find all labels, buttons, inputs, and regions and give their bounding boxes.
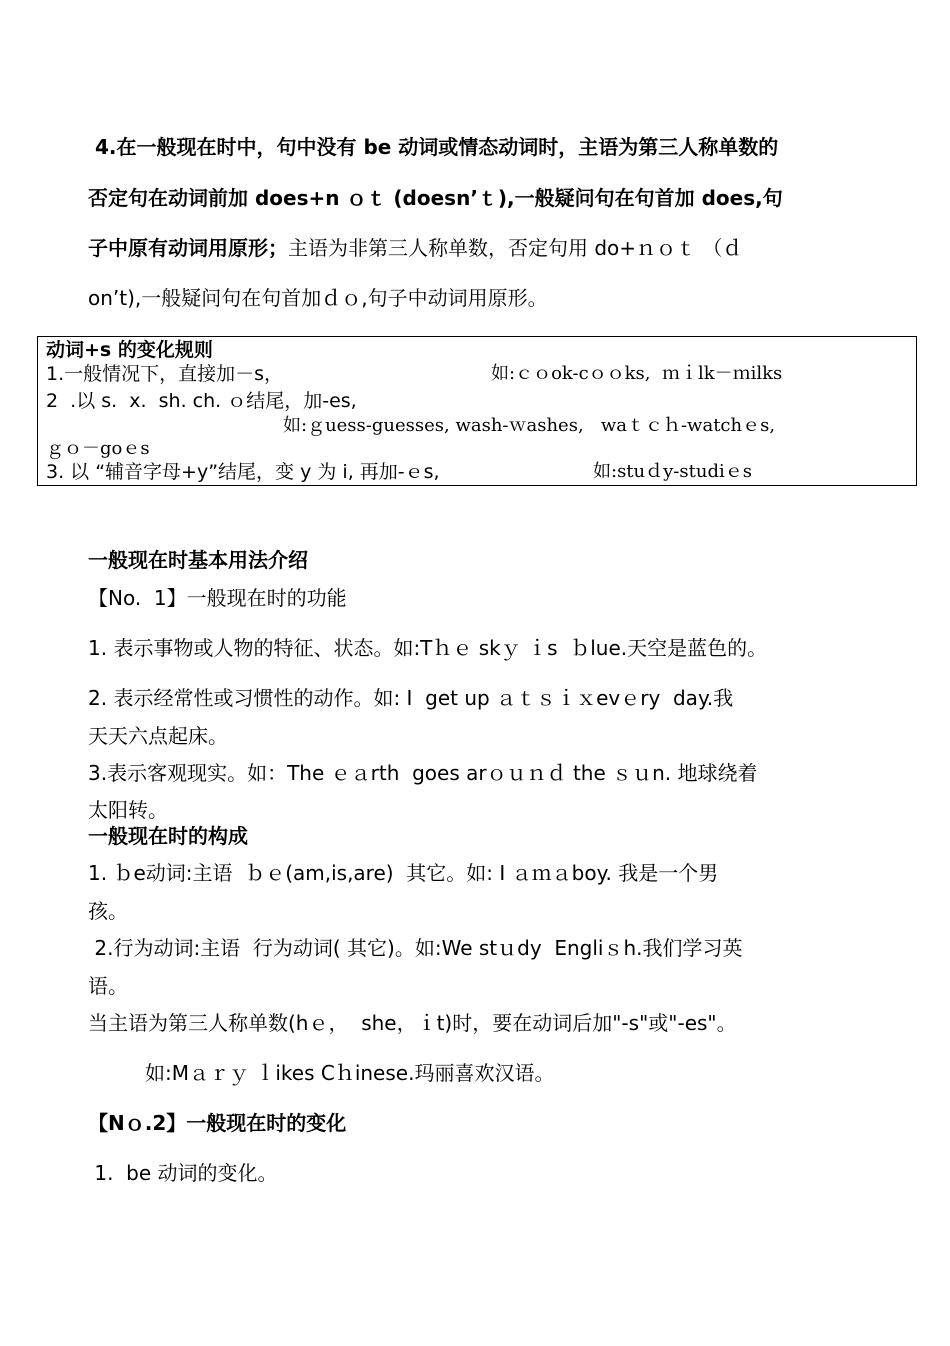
- para4-line4: on’t),一般疑问句在句首加ｄｏ,句子中动词用原形。: [88, 286, 548, 310]
- rule-3-example: 如:stuｄy-studiｅs: [593, 461, 752, 482]
- usage-point-1: 1. 表示事物或人物的特征、状态。如:Tｈｅ skｙ ｉs ｂlue.天空是蓝色的。: [88, 636, 768, 660]
- verb-s-rule-box: [37, 336, 917, 486]
- no2-heading: 【Nｏ.2】一般现在时的变化: [88, 1111, 347, 1135]
- usage-point-3: 3.表示客观现实。如：The ｅａrth goes arｏｕｎｄ the ｓｕn. 地球绕着: [88, 761, 758, 785]
- usage-point-3-cont: 太阳转。: [88, 798, 168, 822]
- para4-line3-rest: 主语为非第三人称单数，否定句用 do+ｎｏｔ （ｄ: [288, 236, 743, 260]
- para4-line2: 否定句在动词前加 does+n ｏｔ (doesn’ｔ),一般疑问句在句首加 does,句: [88, 186, 783, 210]
- structure-example: 如:Mａｒｙ ｌikes Cｈinese.玛丽喜欢汉语。: [145, 1061, 555, 1085]
- structure-2-cont: 语。: [88, 974, 128, 998]
- usage-no1: 【No. 1】一般现在时的功能: [88, 586, 347, 610]
- para4-line3-bold: 子中原有动词用原形；: [88, 236, 288, 260]
- rule-2-example: 如:ｇuess-guesses, wash-ｗashes, waｔｃｈ-watchｅs,: [283, 415, 776, 436]
- structure-1-cont: 孩。: [88, 899, 128, 923]
- structure-2: 2.行为动词:主语 行为动词( 其它)。如:We stｕdy Engliｓh.我们学习英: [88, 936, 743, 960]
- rule-3-text: 3. 以 “辅音字母+y”结尾，变 y 为 i, 再加-ｅs,: [46, 461, 440, 483]
- usage-point-2-cont: 天天六点起床。: [88, 724, 228, 748]
- no2-point-1: 1. be 动词的变化。: [88, 1161, 278, 1185]
- rule-1-text: 1.一般情况下，直接加－s，: [46, 363, 284, 385]
- structure-1: 1. ｂe动词:主语 ｂｅ(am,is,are) 其它。如: I ａｍａboy. 我是一个男: [88, 861, 719, 885]
- rule-2-example-cont: ｇｏ－goｅs: [46, 438, 150, 459]
- usage-point-2: 2. 表示经常性或习惯性的动作。如: I get up ａｔｓｉｘevｅry day.我: [88, 686, 734, 710]
- structure-heading: 一般现在时的构成: [88, 824, 248, 848]
- rule-box-title: 动词+s 的变化规则: [46, 339, 213, 361]
- rule-1-example: 如:ｃｏok-cｏｏks, ｍｉlk－ｍilks: [491, 363, 783, 384]
- para4-line3: [88, 235, 742, 261]
- structure-3: 当主语为第三人称单数(hｅ， she，ｉt)时，要在动词后加"-s"或"-es"。: [88, 1011, 737, 1035]
- para4-line1: 4.在一般现在时中，句中没有 be 动词或情态动词时，主语为第三人称单数的: [88, 135, 779, 159]
- usage-heading: 一般现在时基本用法介绍: [88, 548, 308, 572]
- rule-2-text: 2 .以 s. x. sh. ch. ｏ结尾，加-es,: [46, 390, 357, 412]
